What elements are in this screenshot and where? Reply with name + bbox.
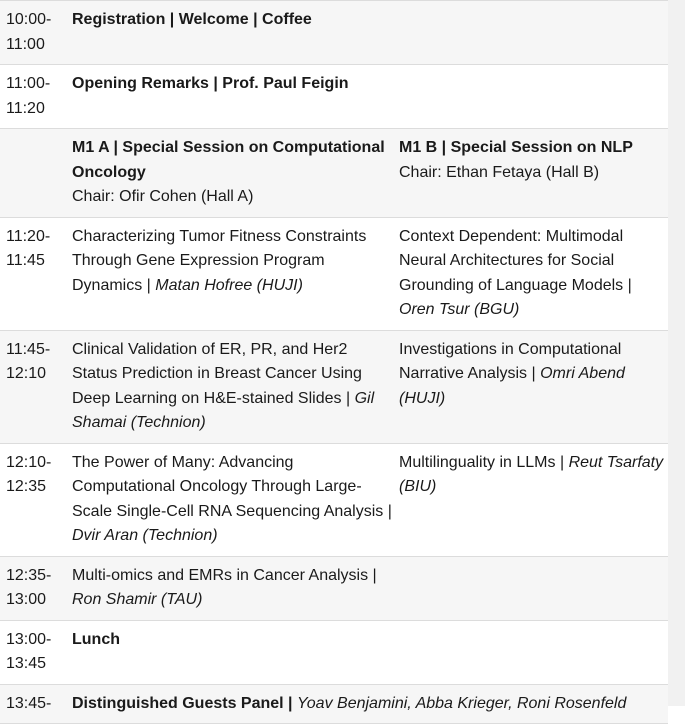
table-row <box>0 557 668 621</box>
session-cell <box>66 1 668 64</box>
talk-cell-b-empty <box>393 557 668 620</box>
time-end: 12:10 <box>6 365 46 382</box>
time-start: 12:10- <box>6 454 51 471</box>
time-cell <box>0 557 66 620</box>
talk-cell-a <box>66 331 393 443</box>
session-title: Distinguished Guests Panel | <box>72 695 293 712</box>
time-start: 13:45- <box>6 695 51 712</box>
track-a-header <box>66 129 393 217</box>
talk-speaker: Matan Hofree (HUJI) <box>155 277 303 294</box>
time-start: 11:45- <box>6 341 50 358</box>
talk-title: Investigations in Computational Narrative Analysis | <box>399 341 621 383</box>
time-start: 10:00- <box>6 11 51 28</box>
session-cell <box>66 65 668 128</box>
talk-speaker: Oren Tsur (BGU) <box>399 301 519 318</box>
time-start: 11:00- <box>6 75 50 92</box>
table-row <box>0 218 668 331</box>
talk-cell-a <box>66 444 393 556</box>
talk-cell-b <box>393 331 668 443</box>
track-chair: Chair: Ofir Cohen (Hall A) <box>72 188 253 205</box>
table-row <box>0 444 668 557</box>
talk-title: Multilinguality in LLMs | <box>399 454 564 471</box>
table-row <box>0 331 668 444</box>
time-cell <box>0 685 66 724</box>
time-start: 11:20- <box>6 228 50 245</box>
time-end: 11:00 <box>6 36 45 53</box>
time-end: 11:20 <box>6 100 45 117</box>
talk-speaker: Ron Shamir (TAU) <box>72 591 202 608</box>
session-title: Lunch <box>72 631 120 648</box>
time-cell <box>0 1 66 64</box>
time-start: 13:00- <box>6 631 51 648</box>
table-row <box>0 0 668 65</box>
time-end: 13:00 <box>6 591 46 608</box>
table-row-track-headers <box>0 129 668 218</box>
talk-title: Context Dependent: Multimodal Neural Architectures for Social Grounding of Language Models | <box>399 228 632 294</box>
table-row <box>0 685 668 724</box>
talk-speaker: Dvir Aran (Technion) <box>72 527 218 544</box>
table-row <box>0 621 668 685</box>
track-title: M1 B | Special Session on NLP <box>399 139 633 156</box>
session-title: Opening Remarks | Prof. Paul Feigin <box>72 75 349 92</box>
session-cell <box>66 685 668 724</box>
vertical-scrollbar[interactable] <box>668 0 685 706</box>
time-end: 12:35 <box>6 478 46 495</box>
talk-cell-a <box>66 557 393 620</box>
talk-cell-b <box>393 444 668 556</box>
time-cell <box>0 218 66 330</box>
talk-speaker: Reut Tsarfaty (BIU) <box>399 454 663 496</box>
time-start: 12:35- <box>6 567 51 584</box>
time-end: 13:45 <box>6 655 46 672</box>
time-cell <box>0 444 66 556</box>
time-cell <box>0 621 66 684</box>
talk-title: The Power of Many: Advancing Computational Oncology Through Large-Scale Single-Cell RNA Sequencing Analysis | <box>72 454 392 520</box>
talk-cell-b <box>393 218 668 330</box>
session-cell <box>66 621 668 684</box>
session-title: Registration | Welcome | Coffee <box>72 11 312 28</box>
time-cell <box>0 129 66 217</box>
talk-title: Clinical Validation of ER, PR, and Her2 Status Prediction in Breast Cancer Using Deep Learning on H&E-stained Slides | <box>72 341 362 407</box>
track-b-header <box>393 129 668 217</box>
talk-speaker: Omri Abend (HUJI) <box>399 365 625 407</box>
time-cell <box>0 331 66 443</box>
table-row <box>0 65 668 129</box>
track-chair: Chair: Ethan Fetaya (Hall B) <box>399 164 599 181</box>
time-cell <box>0 65 66 128</box>
talk-title: Characterizing Tumor Fitness Constraints Through Gene Expression Program Dynamics | <box>72 228 366 294</box>
time-end: 11:45 <box>6 252 45 269</box>
panel-speakers: Yoav Benjamini, Abba Krieger, Roni Rosenfeld <box>297 695 626 712</box>
talk-title: Multi-omics and EMRs in Cancer Analysis | <box>72 567 377 584</box>
talk-speaker: Gil Shamai (Technion) <box>72 390 374 432</box>
track-title: M1 A | Special Session on Computational Oncology <box>72 139 385 181</box>
talk-cell-a <box>66 218 393 330</box>
